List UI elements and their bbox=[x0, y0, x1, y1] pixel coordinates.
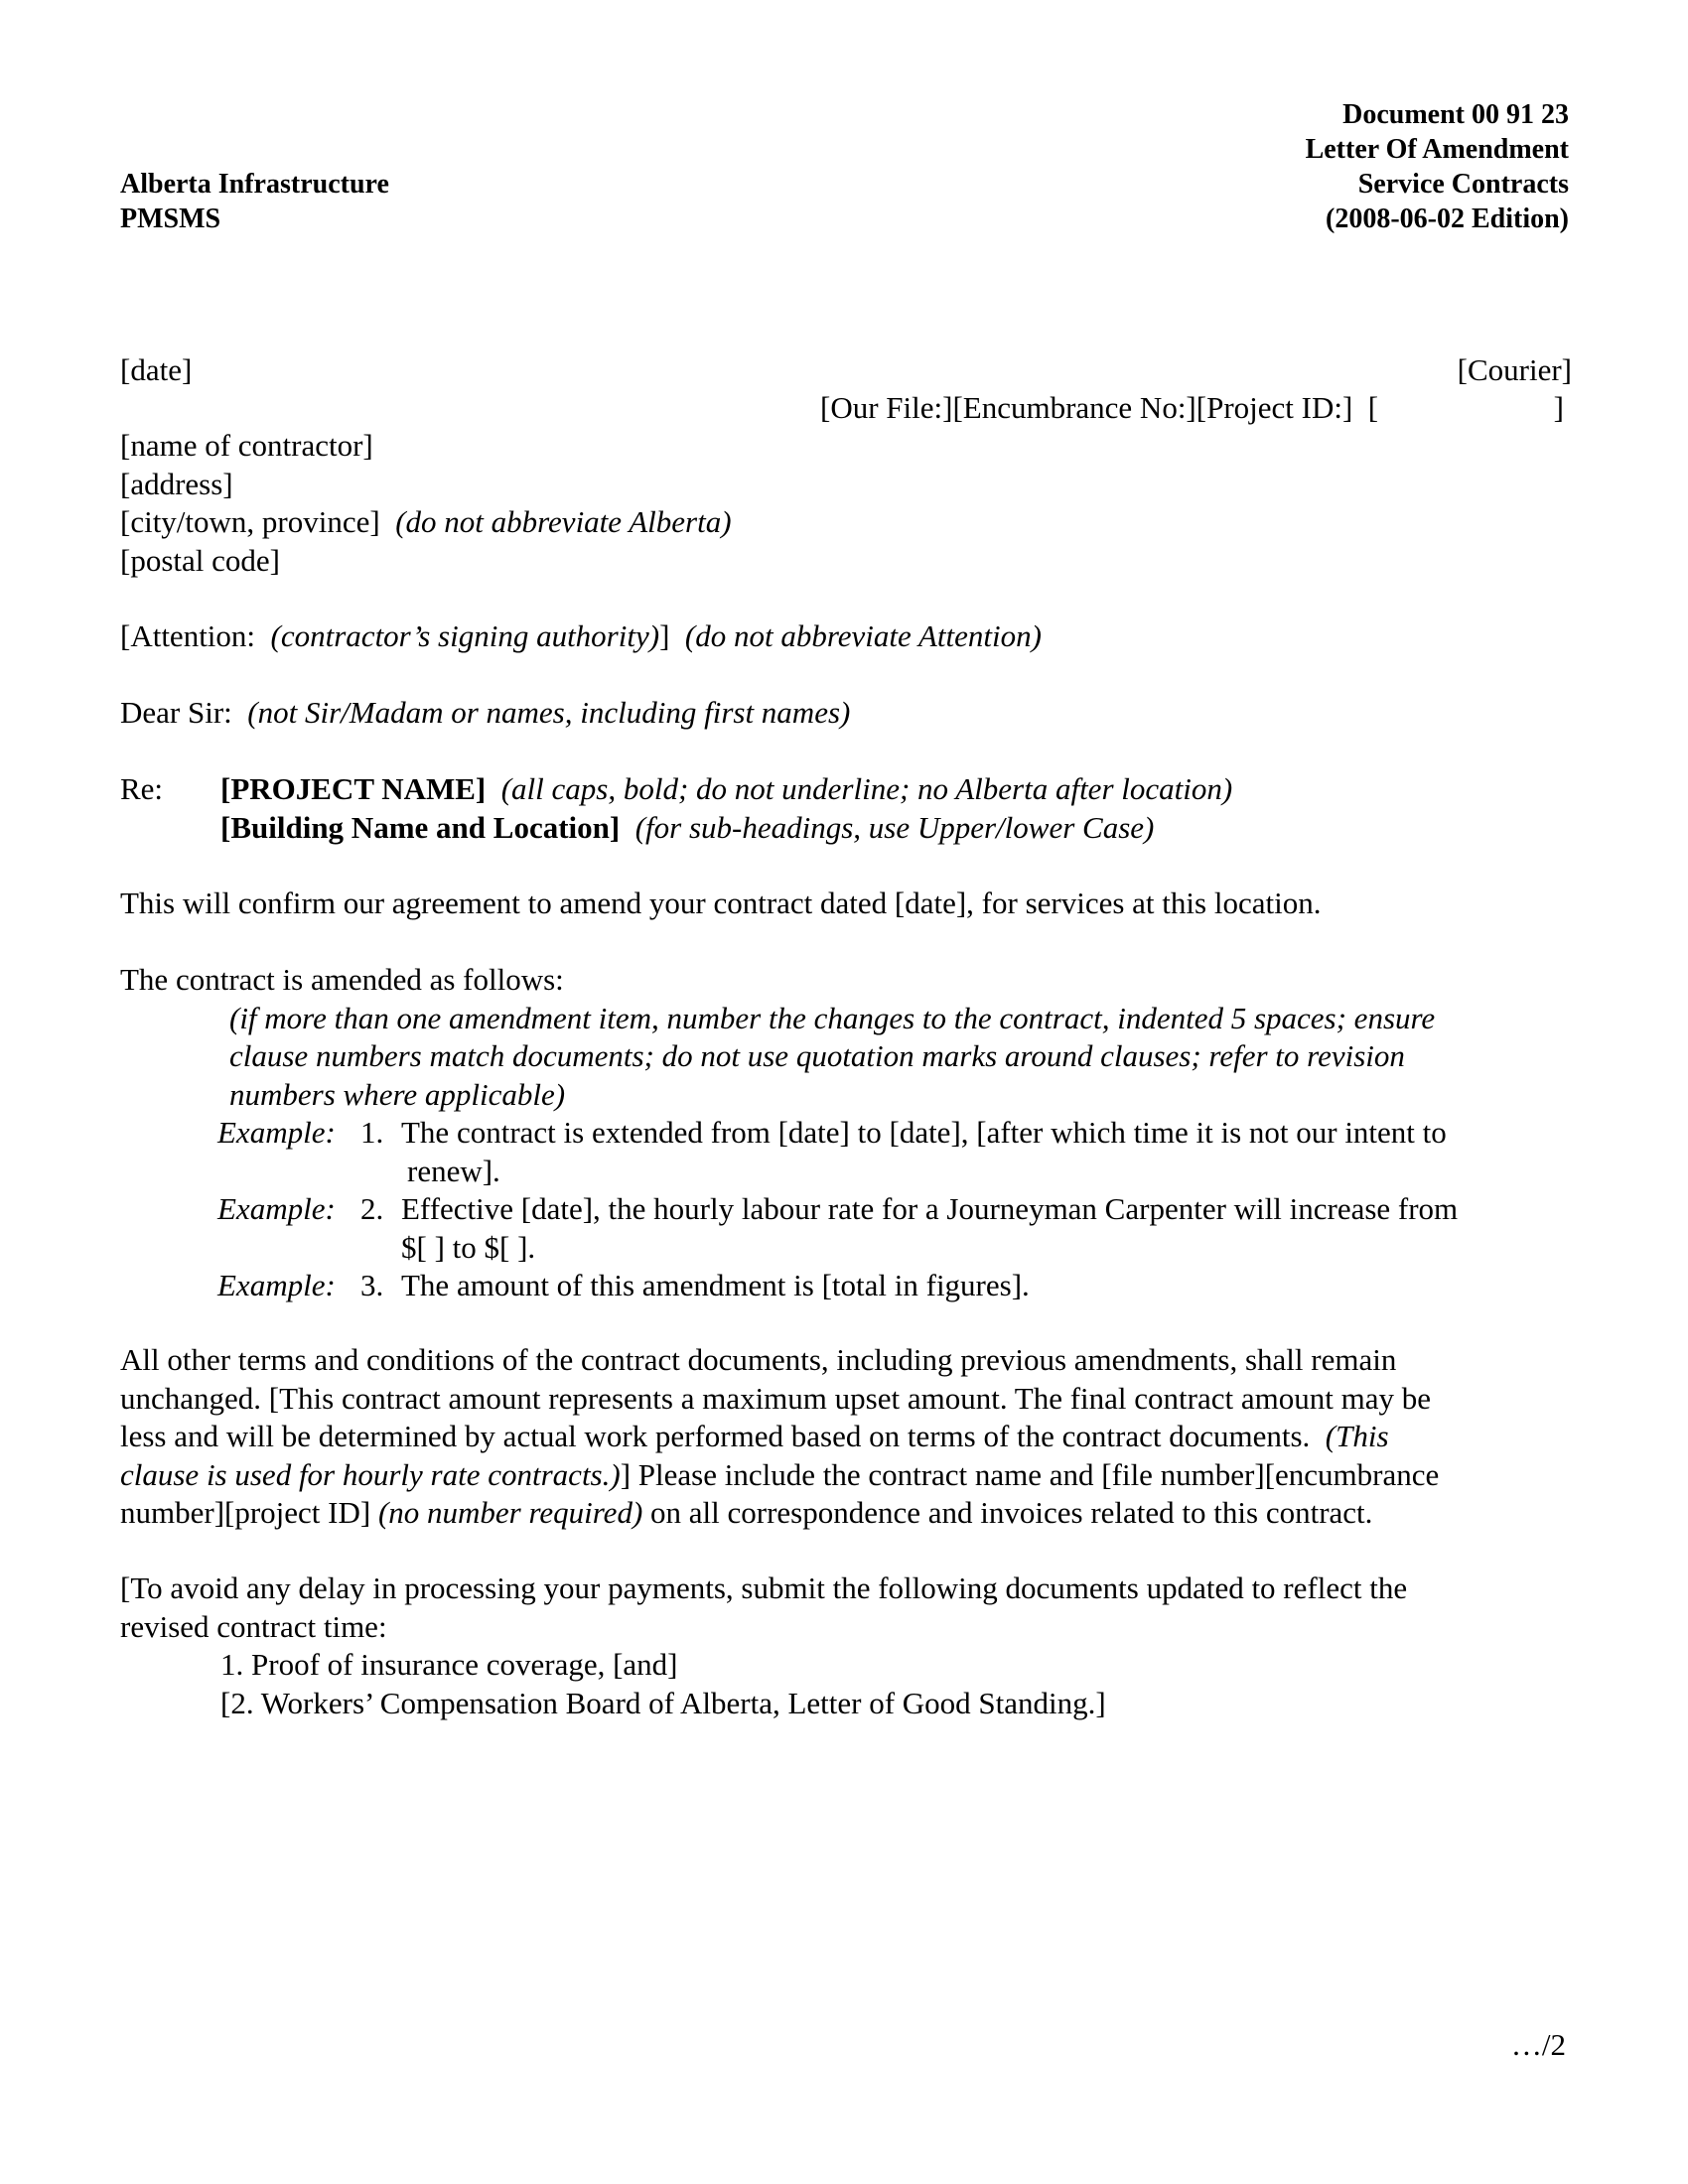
example-text: Effective [date], the hourly labour rate for a Journeyman Carpenter will increase from bbox=[401, 1191, 1459, 1226]
file-reference-label: [Our File:][Encumbrance No:][Project ID:] bbox=[820, 390, 1353, 425]
project-name: [PROJECT NAME] bbox=[220, 771, 487, 806]
file-reference bbox=[820, 389, 1378, 428]
terms-line-5-text: on all correspondence and invoices related to this contract. bbox=[650, 1495, 1373, 1530]
instructions-line-2: clause numbers match documents; do not use quotation marks around clauses; refer to revision bbox=[229, 1038, 1405, 1073]
re-project-line bbox=[120, 770, 1572, 809]
terms-line-4-note: clause is used for hourly rate contracts.) bbox=[120, 1456, 621, 1492]
re-label: Re: bbox=[120, 771, 164, 806]
instructions-line-3: numbers where applicable) bbox=[229, 1076, 566, 1112]
re-block bbox=[120, 770, 1572, 847]
document-edition: (2008-06-02 Edition) bbox=[1326, 204, 1569, 234]
amendment-instructions bbox=[120, 1000, 1572, 1115]
terms-line-3-text: less and will be determined by actual work performed based on terms of the contract documents. bbox=[120, 1419, 1311, 1453]
example-number: 3. bbox=[360, 1268, 384, 1302]
list-item: 1. Proof of insurance coverage, [and] bbox=[220, 1647, 678, 1682]
re-building-line bbox=[120, 809, 1572, 848]
terms-line-5 bbox=[120, 1494, 1572, 1533]
document-title: Letter Of Amendment bbox=[1305, 134, 1569, 165]
example-item bbox=[120, 1267, 1572, 1305]
salutation-note: (not Sir/Madam or names, including first names) bbox=[247, 695, 851, 730]
document-header bbox=[1306, 97, 1569, 236]
file-reference-bracket-open: [ bbox=[1367, 390, 1379, 425]
instructions-line-1: (if more than one amendment item, number the changes to the contract, indented 5 spaces; ensure bbox=[229, 1000, 1436, 1035]
city-note: (do not abbreviate Alberta) bbox=[395, 504, 732, 539]
list-item: [2. Workers’ Compensation Board of Alberta, Letter of Good Standing.] bbox=[220, 1685, 1106, 1720]
example-number: 1. bbox=[360, 1115, 384, 1150]
example-label: Example: bbox=[217, 1115, 336, 1150]
salutation-text: Dear Sir: bbox=[120, 695, 232, 730]
example-text: The contract is extended from [date] to [date], [after which time it is not our intent to bbox=[401, 1115, 1447, 1150]
example-text-cont: $[ ] to $[ ]. bbox=[401, 1229, 536, 1265]
terms-paragraph bbox=[120, 1341, 1572, 1533]
terms-line-3-note: (This bbox=[1325, 1419, 1389, 1453]
organization-header bbox=[120, 167, 389, 236]
address-block bbox=[120, 427, 1572, 580]
terms-line-5-ref: number][project ID] bbox=[120, 1495, 371, 1530]
example-number: 2. bbox=[360, 1191, 384, 1226]
org-system: PMSMS bbox=[120, 204, 221, 234]
project-note: (all caps, bold; do not underline; no Alberta after location) bbox=[500, 771, 1233, 806]
city-text: [city/town, province] bbox=[120, 504, 380, 539]
payment-line-2: revised contract time: bbox=[120, 1608, 387, 1644]
org-name: Alberta Infrastructure bbox=[120, 169, 389, 200]
document-category: Service Contracts bbox=[1357, 169, 1569, 200]
terms-line-1: All other terms and conditions of the contract documents, including previous amendments, shall remain bbox=[120, 1342, 1397, 1377]
payment-line-1: [To avoid any delay in processing your payments, submit the following documents updated to reflect the bbox=[120, 1570, 1408, 1605]
example-text: The amount of this amendment is [total in figures]. bbox=[401, 1268, 1030, 1302]
terms-line-5-note: (no number required) bbox=[377, 1495, 643, 1530]
contractor-address: [address] bbox=[120, 466, 233, 501]
amendment-intro: The contract is amended as follows: bbox=[120, 962, 564, 997]
attention-value: (contractor’s signing authority) bbox=[270, 618, 660, 653]
courier-line: [Courier] bbox=[1457, 352, 1572, 387]
attention-note: (do not abbreviate Attention) bbox=[684, 618, 1042, 653]
payment-paragraph bbox=[120, 1570, 1572, 1722]
terms-line-4-text: ] Please include the contract name and [file number][encumbrance bbox=[620, 1456, 1440, 1492]
example-label: Example: bbox=[217, 1191, 336, 1226]
building-note: (for sub-headings, use Upper/lower Case) bbox=[634, 809, 1155, 845]
confirm-paragraph: This will confirm our agreement to amend your contract dated [date], for services at this location. bbox=[120, 886, 1322, 920]
page-continuation-marker: …/2 bbox=[1510, 2027, 1566, 2062]
attention-line bbox=[120, 617, 1572, 656]
contractor-name: [name of contractor] bbox=[120, 428, 373, 463]
document-number: Document 00 91 23 bbox=[1342, 99, 1569, 130]
example-item bbox=[120, 1190, 1572, 1267]
attention-close: ] bbox=[659, 618, 670, 653]
example-text-cont: renew]. bbox=[407, 1153, 500, 1188]
amendment-section bbox=[120, 961, 1572, 1305]
salutation-line bbox=[120, 694, 1572, 733]
attention-label: [Attention: bbox=[120, 618, 256, 653]
example-label: Example: bbox=[217, 1268, 336, 1302]
contractor-postal: [postal code] bbox=[120, 542, 280, 578]
contractor-city bbox=[120, 503, 1572, 542]
building-name: [Building Name and Location] bbox=[220, 809, 621, 845]
file-reference-bracket-close: ] bbox=[1553, 390, 1564, 425]
example-item bbox=[120, 1114, 1572, 1190]
terms-line-2: unchanged. [This contract amount represents a maximum upset amount. The final contract amount may be bbox=[120, 1380, 1431, 1416]
terms-line-4 bbox=[120, 1456, 1572, 1495]
terms-line-3 bbox=[120, 1418, 1572, 1456]
letter-date: [date] bbox=[120, 352, 193, 387]
